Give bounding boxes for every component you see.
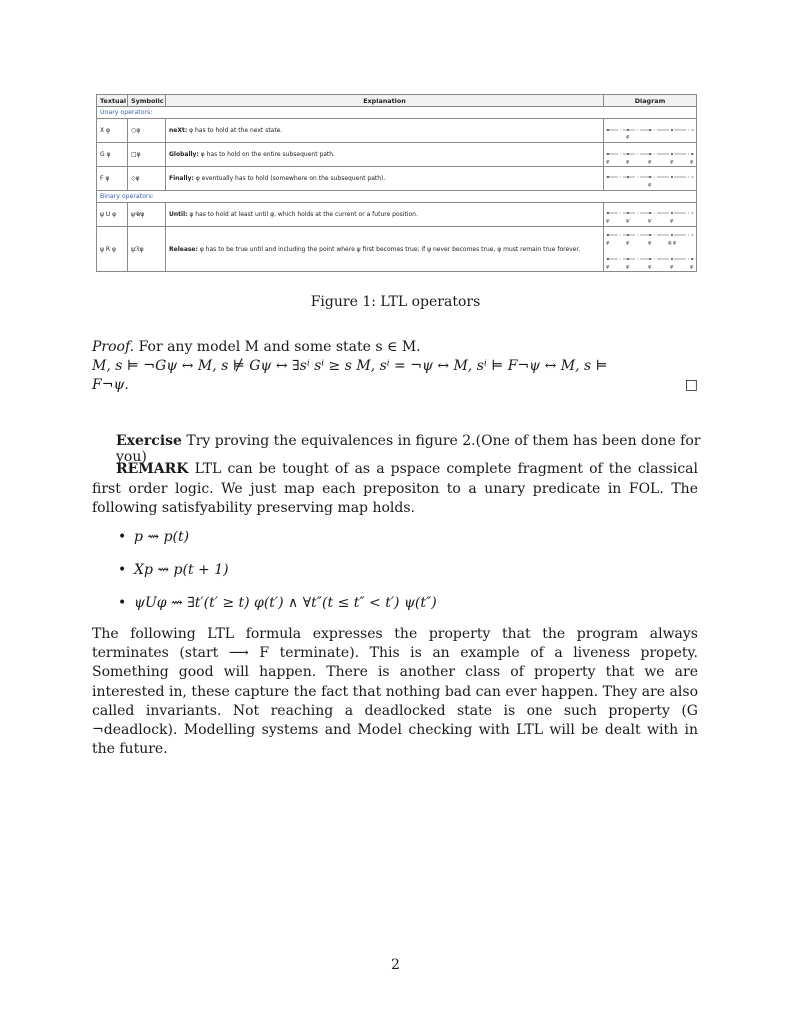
row-symbolic: ○φ [128,119,166,143]
until-diagram [604,203,697,227]
row-explanation-text: φ eventually has to hold (somewhere on the subsequent path). [193,175,386,182]
globally-diagram [604,143,697,167]
page-number: 2 [391,957,400,973]
header-diagram: Diagram [604,95,697,107]
svg-text:φ: φ [648,181,652,188]
svg-text:φ: φ [670,264,674,270]
remark [92,460,698,519]
svg-text:φ: φ [626,240,630,246]
row-symbolic: ψ𝒰φ [128,203,166,227]
proof-line-3 [92,376,698,395]
svg-text:φ: φ [648,264,652,270]
mapping-formula: p ⇝ p(t) [134,529,190,545]
proof-line-1 [92,338,698,357]
row-textual: F φ [97,167,128,191]
row-keyword: Release: [169,245,198,253]
table-row [97,119,697,143]
table-row [97,203,697,227]
row-symbolic: ψℛφ [128,227,166,272]
mapping-list [118,528,678,627]
proof-block [92,338,698,395]
proof-conclusion: F¬ψ. [92,377,129,393]
header-explanation: Explanation [166,95,604,107]
row-explanation [166,143,604,167]
table-row [97,167,697,191]
header-symbolic: Symbolic [128,95,166,107]
svg-text:φ: φ [648,158,652,165]
svg-text:φ: φ [606,264,610,270]
row-explanation-text: φ has to hold on the entire subsequent path. [198,151,335,158]
svg-text:ψ: ψ [648,217,652,224]
svg-text:φ: φ [626,133,630,140]
svg-text:φ: φ [670,158,674,165]
release-diagram [604,227,697,272]
row-textual: G φ [97,143,128,167]
svg-text:ψ: ψ [626,217,630,224]
header-textual: Textual [97,95,128,107]
row-explanation-text: φ has to hold at the next state. [187,127,283,134]
mapping-formula: ψUφ ⇝ ∃t′(t′ ≥ t) φ(t′) ∧ ∀t″(t ≤ t″ < t′) ψ(t″) [134,595,437,611]
row-symbolic: ◇φ [128,167,166,191]
row-explanation [166,119,604,143]
row-explanation [166,167,604,191]
svg-text:φ: φ [670,217,674,224]
svg-text:φ: φ [648,240,652,246]
proof-intro: For any model M and some state s ∈ M. [138,339,421,355]
remark-text: LTL can be tought of as a pspace complete fragment of the classical first order logic. We just map each prepositon to a unary predicate in FOL. The following satisfyability preserving map holds. [92,461,698,516]
svg-text:φ: φ [690,264,694,270]
row-textual: ψ R φ [97,227,128,272]
svg-text:φ: φ [626,158,630,165]
remark-label: REMARK [116,461,189,477]
svg-text:φ: φ [606,240,610,246]
row-keyword: neXt: [169,127,188,134]
row-explanation [166,203,604,227]
row-textual: ψ U φ [97,203,128,227]
row-keyword: Globally: [169,151,199,158]
svg-text:φ,ψ: φ,ψ [668,240,677,246]
exercise-label: Exercise [116,433,182,449]
binary-section-label: Binary operators: [97,191,697,203]
list-item: • p ⇝ p(t) [118,529,190,545]
list-item: • Xp ⇝ p(t + 1) [118,562,229,578]
row-explanation-text: ψ has to hold at least until φ, which holds at the current or a future position. [187,211,418,218]
next-diagram [604,119,697,143]
proof-line-2: M, s ⊨ ¬Gψ ↔ M, s ⊭ Gψ ↔ ∃sⁱ sⁱ ≥ s M, sⁱ = ¬ψ ↔ M, sⁱ ⊨ F¬ψ ↔ M, s ⊨ [92,358,608,374]
svg-text:φ: φ [626,264,630,270]
svg-text:ψ: ψ [606,217,610,224]
exercise-text: Try proving the equivalences in figure 2.(One of them has been done for you) [116,433,701,465]
table-row [97,143,697,167]
figure-caption: Figure 1: LTL operators [310,294,481,310]
row-explanation-text: φ has to be true until and including the point where ψ first becomes true; if ψ never becomes true, φ must remain true forever. [197,245,581,253]
row-keyword: Until: [169,211,188,218]
row-explanation [166,227,604,272]
row-textual: X φ [97,119,128,143]
list-item: • ψUφ ⇝ ∃t′(t′ ≥ t) φ(t′) ∧ ∀t″(t ≤ t″ < t′) ψ(t″) [118,595,437,611]
row-symbolic: □φ [128,143,166,167]
table-row [97,227,697,272]
finally-diagram [604,167,697,191]
svg-text:φ: φ [606,158,610,165]
svg-text:φ: φ [690,158,694,165]
proof-label: Proof. [92,339,135,355]
unary-section-label: Unary operators: [97,107,697,119]
mapping-formula: Xp ⇝ p(t + 1) [134,562,229,578]
qed-symbol: □ [684,377,698,393]
ltl-operators-table [96,94,697,272]
row-keyword: Finally: [169,175,194,182]
liveness-paragraph: The following LTL formula expresses the property that the program always terminates (start ⟶ F terminate). This is an example of a liveness propety. Something good will happen. There is another class of property that we are interested in, these capture the fact that nothing bad can ever happen. They are also called invariants. Not reaching a deadlocked state is one such property (G ¬deadlock). Modelling systems and Model checking with LTL will be dealt with in the future. [92,626,698,758]
